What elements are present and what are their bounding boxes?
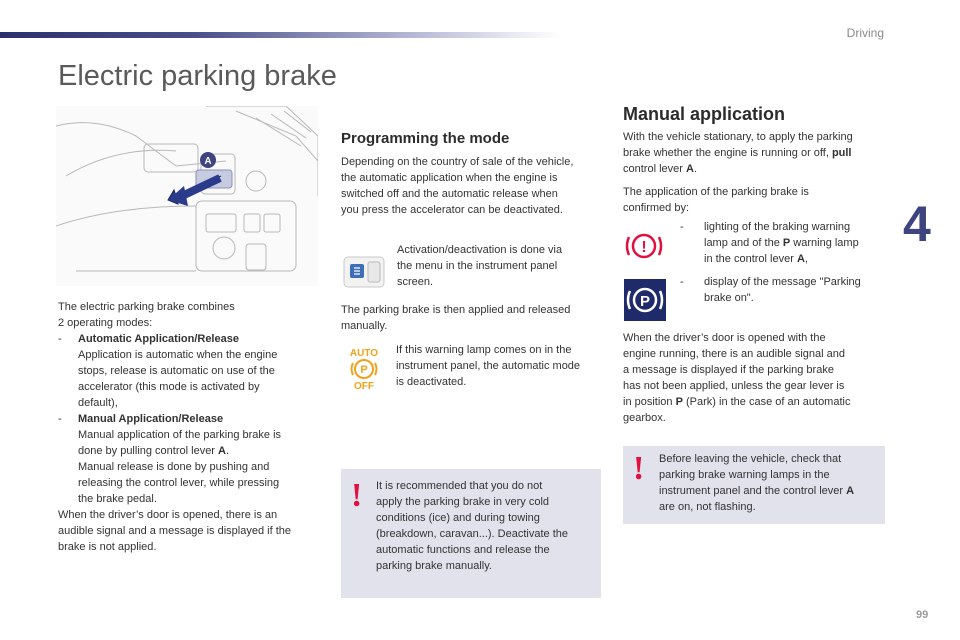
auto-line: Application is automatic when the engine bbox=[78, 349, 278, 361]
left-list bbox=[58, 331, 320, 555]
lamp-text bbox=[396, 342, 608, 390]
manual-line: releasing the control lever, while pressing bbox=[78, 477, 280, 489]
dash: - bbox=[680, 276, 684, 288]
auto-title: Automatic Application/Release bbox=[78, 333, 239, 345]
para-line bbox=[623, 161, 888, 177]
para2-line: The parking brake is then applied and released bbox=[341, 304, 571, 316]
door-line: brake is not applied. bbox=[58, 541, 157, 553]
warning-line: Before leaving the vehicle, check that bbox=[659, 453, 842, 465]
item-line-end: warning lamp bbox=[790, 237, 859, 249]
auto-line: default), bbox=[78, 397, 118, 409]
header-bar bbox=[0, 32, 560, 38]
manual-line-bold: A bbox=[218, 445, 226, 457]
door-line-bold: P bbox=[675, 396, 683, 408]
activation-line: Activation/deactivation is done via bbox=[397, 244, 563, 256]
dash: - bbox=[58, 333, 62, 345]
parking-brake-lever-illustration bbox=[56, 106, 318, 286]
door-line: audible signal and a message is displayed if the bbox=[58, 525, 291, 537]
activation-text bbox=[397, 242, 607, 290]
item-line: brake on". bbox=[704, 292, 754, 304]
manual-line-end: . bbox=[225, 445, 230, 457]
programming-para bbox=[341, 154, 606, 218]
warning-line: parking brake warning lamps in the bbox=[659, 469, 830, 481]
warning-line: (breakdown, caravan...). Deactivate the bbox=[376, 528, 568, 540]
para-line-bold: pull bbox=[831, 147, 852, 159]
para-line-bold: A bbox=[685, 163, 694, 175]
para-line: confirmed by: bbox=[623, 202, 690, 214]
leaving-warning-box bbox=[623, 446, 885, 524]
para-line bbox=[623, 145, 888, 161]
page-title: Electric parking brake bbox=[58, 60, 337, 92]
door-line: gearbox. bbox=[623, 412, 666, 424]
para-line-end: . bbox=[693, 163, 697, 175]
cold-warning-text bbox=[376, 478, 598, 574]
auto-p-off-icon bbox=[344, 346, 384, 397]
confirm-item-2 bbox=[680, 274, 890, 306]
manual-application-para bbox=[623, 129, 888, 177]
para-line: you press the accelerator can be deactivated. bbox=[341, 204, 563, 216]
door-line: When the driver’s door is opened with the bbox=[623, 332, 826, 344]
warning-line bbox=[659, 483, 883, 499]
cold-warning-box bbox=[341, 469, 601, 598]
manual-line bbox=[58, 443, 320, 459]
section-name: Driving bbox=[846, 26, 884, 40]
warning-icon: ! bbox=[351, 477, 363, 514]
activation-line: the menu in the instrument panel bbox=[397, 260, 558, 272]
para2-line: manually. bbox=[341, 320, 388, 332]
auto-line: accelerator (this mode is activated by bbox=[78, 381, 260, 393]
item-line-text: in the control lever bbox=[704, 253, 797, 265]
p-warning-icon bbox=[624, 279, 666, 326]
para-line: switched off and the automatic release when bbox=[341, 188, 558, 200]
door-line bbox=[623, 394, 888, 410]
dash: - bbox=[680, 221, 684, 233]
item-line-bold: P bbox=[782, 237, 791, 249]
warning-line: apply the parking brake in very cold bbox=[376, 496, 550, 508]
warning-line: It is recommended that you do not bbox=[376, 480, 543, 492]
item-line-text: lamp and of the bbox=[704, 237, 783, 249]
warning-line: automatic functions and release the bbox=[376, 544, 550, 556]
manual-line: the brake pedal. bbox=[78, 493, 157, 505]
auto-label: AUTO bbox=[349, 348, 379, 359]
para-line: With the vehicle stationary, to apply the parking bbox=[623, 131, 853, 143]
dash: - bbox=[58, 413, 62, 425]
door-warning-text bbox=[623, 330, 888, 426]
exclamation-label: ! bbox=[641, 239, 647, 256]
manual-line-text: done by pulling control lever bbox=[78, 445, 219, 457]
auto-line: stops, release is automatic on use of the bbox=[78, 365, 275, 377]
warning-line-bold: A bbox=[846, 485, 855, 497]
left-intro bbox=[58, 299, 320, 331]
para-line: The application of the parking brake is bbox=[623, 186, 809, 198]
warning-icon: ! bbox=[633, 450, 645, 487]
applied-manually-text bbox=[341, 302, 606, 334]
warning-line: are on, not flashing. bbox=[659, 501, 756, 513]
door-line: engine running, there is an audible signal and bbox=[623, 348, 845, 360]
chapter-number: 4 bbox=[903, 196, 931, 252]
intro-line-1: The electric parking brake combines bbox=[58, 301, 235, 313]
item-line bbox=[680, 235, 890, 251]
off-label: OFF bbox=[354, 381, 374, 392]
warning-line: conditions (ice) and during towing bbox=[376, 512, 540, 524]
p-symbol: P bbox=[639, 293, 651, 310]
item-line: display of the message "Parking bbox=[704, 276, 861, 288]
confirm-item-1 bbox=[680, 219, 890, 267]
brake-warning-icon bbox=[623, 225, 665, 272]
lamp-line: If this warning lamp comes on in the bbox=[396, 344, 572, 356]
warning-line: parking brake manually. bbox=[376, 560, 492, 572]
para-line: Depending on the country of sale of the vehicle, bbox=[341, 156, 574, 168]
para-line: the automatic application when the engine is bbox=[341, 172, 558, 184]
door-line-text: in position bbox=[623, 396, 676, 408]
leaving-warning-text bbox=[659, 451, 883, 515]
activation-line: screen. bbox=[397, 276, 434, 288]
para-line-text: brake whether the engine is running or off, bbox=[623, 147, 832, 159]
label-a: A bbox=[204, 156, 212, 167]
confirmed-by-text bbox=[623, 184, 888, 216]
para-line-text: control lever bbox=[623, 163, 686, 175]
manual-application-heading: Manual application bbox=[623, 104, 786, 124]
manual-line: Manual release is done by pushing and bbox=[78, 461, 270, 473]
menu-button-icon bbox=[342, 255, 388, 294]
programming-heading: Programming the mode bbox=[341, 130, 510, 147]
door-line: When the driver’s door is opened, there is an bbox=[58, 509, 278, 521]
manual-title: Manual Application/Release bbox=[78, 413, 224, 425]
door-line: has not been applied, unless the gear lever is bbox=[623, 380, 845, 392]
page-number: 99 bbox=[916, 609, 929, 621]
manual-line: Manual application of the parking brake is bbox=[78, 429, 282, 441]
warning-line-text: instrument panel and the control lever bbox=[659, 485, 847, 497]
item-line: lighting of the braking warning bbox=[704, 221, 851, 233]
door-line-end: (Park) in the case of an automatic bbox=[682, 396, 851, 408]
item-line bbox=[680, 251, 890, 267]
p-label: P bbox=[360, 364, 368, 376]
item-line-bold: A bbox=[796, 253, 805, 265]
lamp-line: is deactivated. bbox=[396, 376, 467, 388]
intro-line-2: 2 operating modes: bbox=[58, 317, 153, 329]
lamp-line: instrument panel, the automatic mode bbox=[396, 360, 581, 372]
door-line: a message is displayed if the parking brake bbox=[623, 364, 834, 376]
item-line-end: , bbox=[804, 253, 808, 265]
